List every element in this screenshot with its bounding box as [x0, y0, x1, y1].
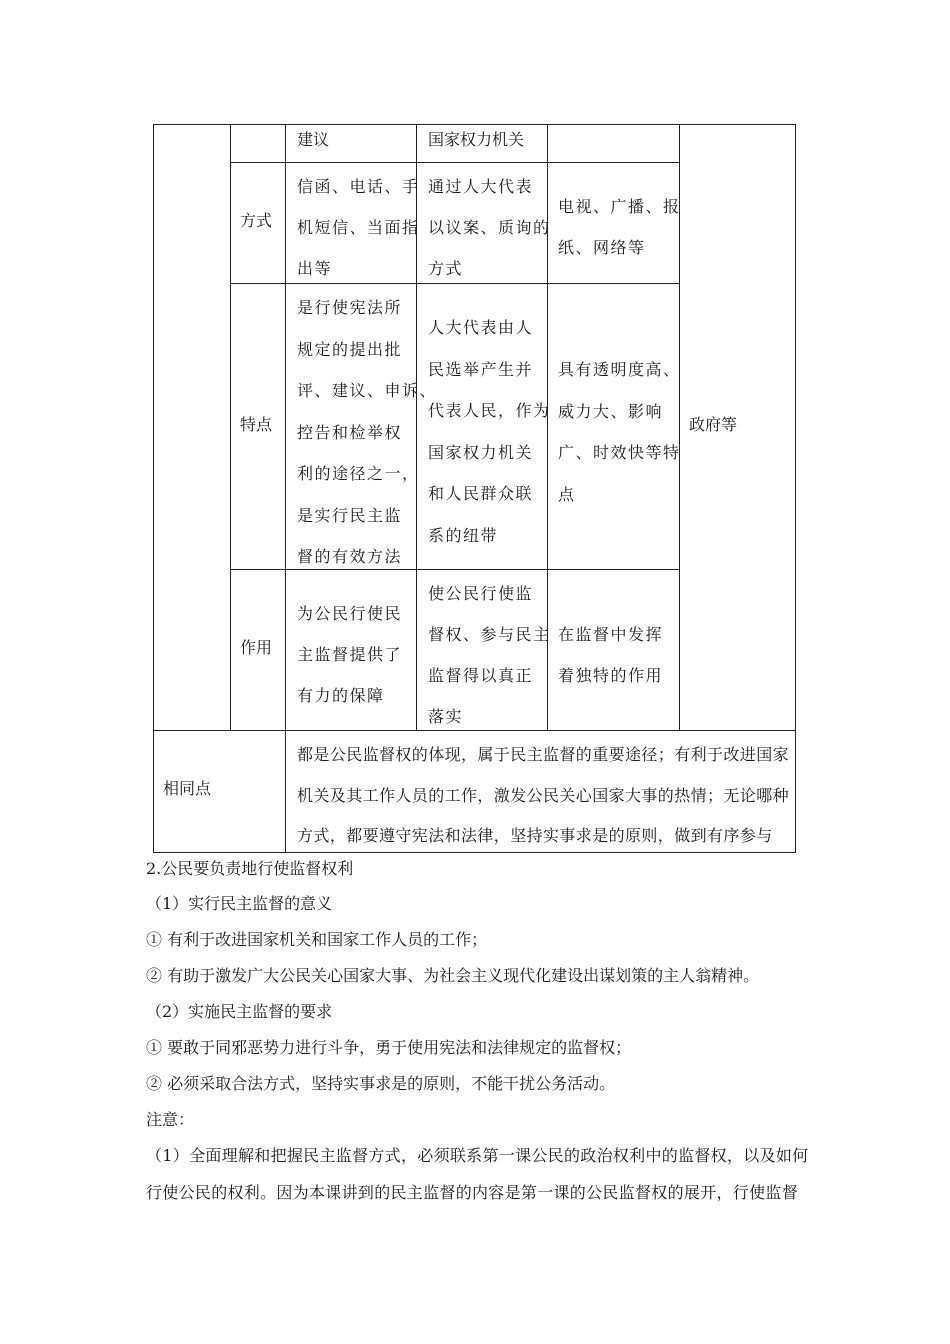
- row-label-function: 作用: [240, 638, 273, 657]
- note-paragraph-line: （1）全面理解和把握民主监督方式，必须联系第一课公民的政治权利中的监督权，以及如何: [146, 1146, 809, 1165]
- list-item: ① 有利于改进国家机关和国家工作人员的工作；: [146, 930, 488, 949]
- list-item: ② 必须采取合法方式，坚持实事求是的原则，不能干扰公务活动。: [146, 1074, 616, 1093]
- cell-function-letters: 为公民行使民 主监督提供了 有力的保障: [297, 604, 403, 705]
- cell-feature-letters: 是行使宪法所 规定的提出批 评、建议、申诉、 控告和检举权 利的途径之一， 是实行民主监 督的有效方法: [297, 298, 438, 566]
- cell-feature-npc: 人大代表由人 民选举产生并 代表人民，作为 国家权力机关 和人民群众联 系的纽带: [428, 318, 551, 545]
- cell-function-media: 在监督中发挥 着独特的作用: [558, 625, 664, 685]
- note-paragraph-line: 行使公民的权利。因为本课讲到的民主监督的内容是第一课的公民监督权的展开，行使监督: [146, 1183, 799, 1202]
- cell-top-organ: 国家权力机关: [428, 130, 525, 149]
- heading-section-2: 2.公民要负责地行使监督权利: [146, 859, 354, 878]
- cell-function-npc: 使公民行使监 督权、参与民主 监督得以真正 落实: [428, 584, 551, 726]
- cell-method-npc: 通过人大代表 以议案、质询的 方式: [428, 177, 551, 278]
- cell-method-media: 电视、广播、报 纸、网络等: [558, 197, 681, 257]
- subheading-requirements: （2）实施民主监督的要求: [146, 1002, 333, 1021]
- note-label: 注意：: [146, 1110, 195, 1129]
- subheading-significance: （1）实行民主监督的意义: [146, 894, 333, 913]
- list-item: ② 有助于激发广大公民关心国家大事、为社会主义现代化建设出谋划策的主人翁精神。: [146, 966, 760, 985]
- row-label-feature: 特点: [240, 415, 273, 434]
- cell-feature-government: 政府等: [689, 415, 738, 434]
- row-label-common: 相同点: [163, 779, 212, 798]
- row-label-method: 方式: [240, 211, 273, 230]
- cell-feature-media: 具有透明度高、 威力大、影响 广、时效快等特 点: [558, 360, 681, 504]
- cell-method-letters: 信函、电话、手 机短信、当面指 出等: [297, 177, 420, 278]
- list-item: ① 要敢于同邪恶势力进行斗争，勇于使用宪法和法律规定的监督权；: [146, 1038, 632, 1057]
- cell-common-text: 都是公民监督权的体现，属于民主监督的重要途径；有利于改进国家 机关及其工作人员的工作，激发公民关心国家大事的热情；无论哪种 方式，都要遵守宪法和法律，坚持实事求是的原则，做到有序参与: [297, 745, 790, 845]
- cell-top-suggestion: 建议: [297, 130, 330, 149]
